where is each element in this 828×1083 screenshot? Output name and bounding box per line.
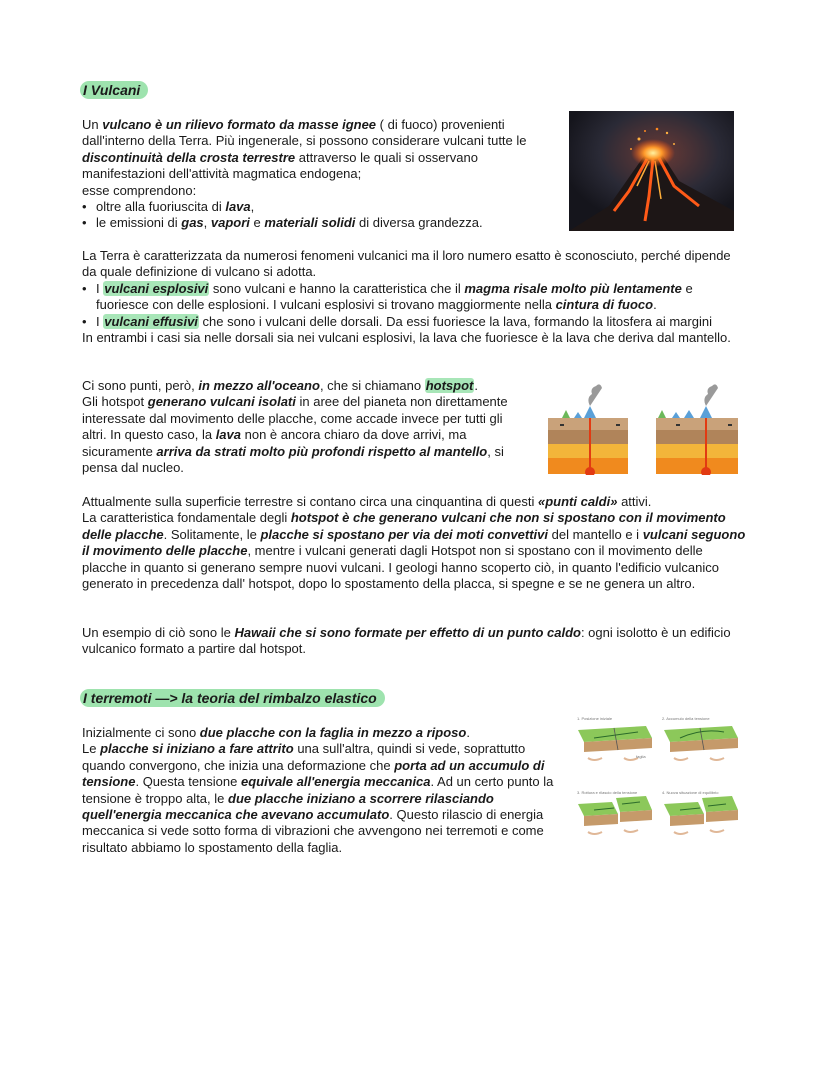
volcano-count-text: La Terra è caratterizzata da numerosi fenomeni vulcanici ma il loro numero esatto è sconosciuto, perché dipende da quale definizione di vulcano si adotta. <box>82 248 731 280</box>
bullet-icon: • <box>82 313 87 329</box>
figure-caption-1: 1. Posizione iniziale <box>577 716 613 721</box>
intro-paragraph <box>82 117 552 232</box>
hotspot-panel-2 <box>656 384 738 475</box>
rimbalzo-elastico-paragraph: Inizialmente ci sono due placche con la faglia in mezzo a riposo. Le placche si iniziano a fare attrito una sull'altra, quindi si vede, soprattutto quando convergono, che inizia una deformazione che porta ad un accumulo di tensione. Questa tensione equivale all'energia meccanica. Ad un certo punto la tensione è troppo alta, le due placche iniziano a scorrere rilasciando quell'energia meccanica che avevano accumulato. Questo rilascio di energia meccanica si vede sotto forma di vibrazioni che avvengono nei terremoti e come risultato abbiamo lo spostamento della faglia. <box>82 725 554 855</box>
rebound-panel-3 <box>578 796 652 834</box>
hotspot-diagram <box>546 372 740 475</box>
hawaii-paragraph: Un esempio di ciò sono le Hawaii che si sono formate per effetto di un punto caldo: ogni isolotto è un edificio vulcanico formato a partire dal hotspot. <box>82 625 731 657</box>
rebound-panel-1 <box>578 726 652 760</box>
figure-caption-2: 2. Accumulo della tensione <box>662 716 710 721</box>
rebound-panel-4 <box>664 796 738 834</box>
rebound-panel-2 <box>664 726 738 760</box>
punti-caldi-paragraph: Attualmente sulla superficie terrestre si contano circa una cinquantina di questi «punti caldi» attivi. La caratteristica fondamentale degli hotspot è che generano vulcani che non si spostano con il movimento delle placche. Solitamente, le placche si spostano per via dei moti convettivi del mantello e i vulcani seguono il movimento delle placche, mentre i vulcani generati dagli Hotspot non si spostano con il movimento delle placche in quanto si generano sempre nuovi vulcani. I geologi hanno scoperto ciò, in quanto l'edificio vulcanico generato in precedenza dall' hotspot, dopo lo spostamento della placca, si spegne e se ne genera un altro. <box>82 494 746 592</box>
volcano-types-paragraph <box>82 248 747 346</box>
elastic-rebound-diagram <box>574 714 744 846</box>
bullet-icon: • <box>82 215 87 231</box>
figure-caption-3: 3. Rottura e rilascio della tensione <box>577 790 638 795</box>
volcano-eruption-image <box>569 111 734 231</box>
figure-caption-4: 4. Nuova situazione di equilibrio <box>662 790 719 795</box>
bullet-icon: • <box>82 280 87 296</box>
list-item-effusivi: • I vulcani effusivi che sono i vulcani delle dorsali. Da essi fuoriesce la lava, formando la litosfera ai margini <box>82 313 712 329</box>
section-title-vulcani: I Vulcani <box>80 82 148 99</box>
bullet-icon: • <box>82 199 87 215</box>
hotspot-paragraph: Ci sono punti, però, in mezzo all'oceano, che si chiamano hotspot. Gli hotspot generano vulcani isolati in aree del pianeta non direttamente interessate dal movimento delle placche, come accade invece per tutti gli altri. In questo caso, la lava non è ancora chiaro da dove arrivi, ma sicuramente arriva da strati molto più profondi rispetto al mantello, si pensa dal nucleo. <box>82 378 508 476</box>
list-item-esplosivi: • I vulcani esplosivi sono vulcani e hanno la caratteristica che il magma risale molto più lentamente e fuoriesce con delle esplosioni. I vulcani esplosivi si trovano maggiormente nella cintura di fuoco. <box>82 280 693 313</box>
hotspot-panel-1 <box>548 384 628 475</box>
definition-text: Un vulcano è un rilievo formato da masse ignee ( di fuoco) provenienti dall'interno della Terra. Più ingenerale, si possono considerare vulcani tutte le discontinuità della crosta terrestre attraverso le quali si osservano manifestazioni dell'attività magmatica endogena; <box>82 117 527 182</box>
lava-origin-text: In entrambi i casi sia nelle dorsali sia nei vulcani esplosivi, la lava che fuoriesce è la lava che deriva dal mantello. <box>82 330 731 346</box>
fault-label: faglia <box>636 754 646 759</box>
section-title-terremoti: I terremoti —> la teoria del rimbalzo elastico <box>80 690 385 707</box>
list-intro: esse comprendono: <box>82 182 197 198</box>
list-item: • le emissioni di gas, vapori e materiali solidi di diversa grandezza. <box>82 215 483 231</box>
list-item: • oltre alla fuoriuscita di lava, <box>82 199 255 215</box>
